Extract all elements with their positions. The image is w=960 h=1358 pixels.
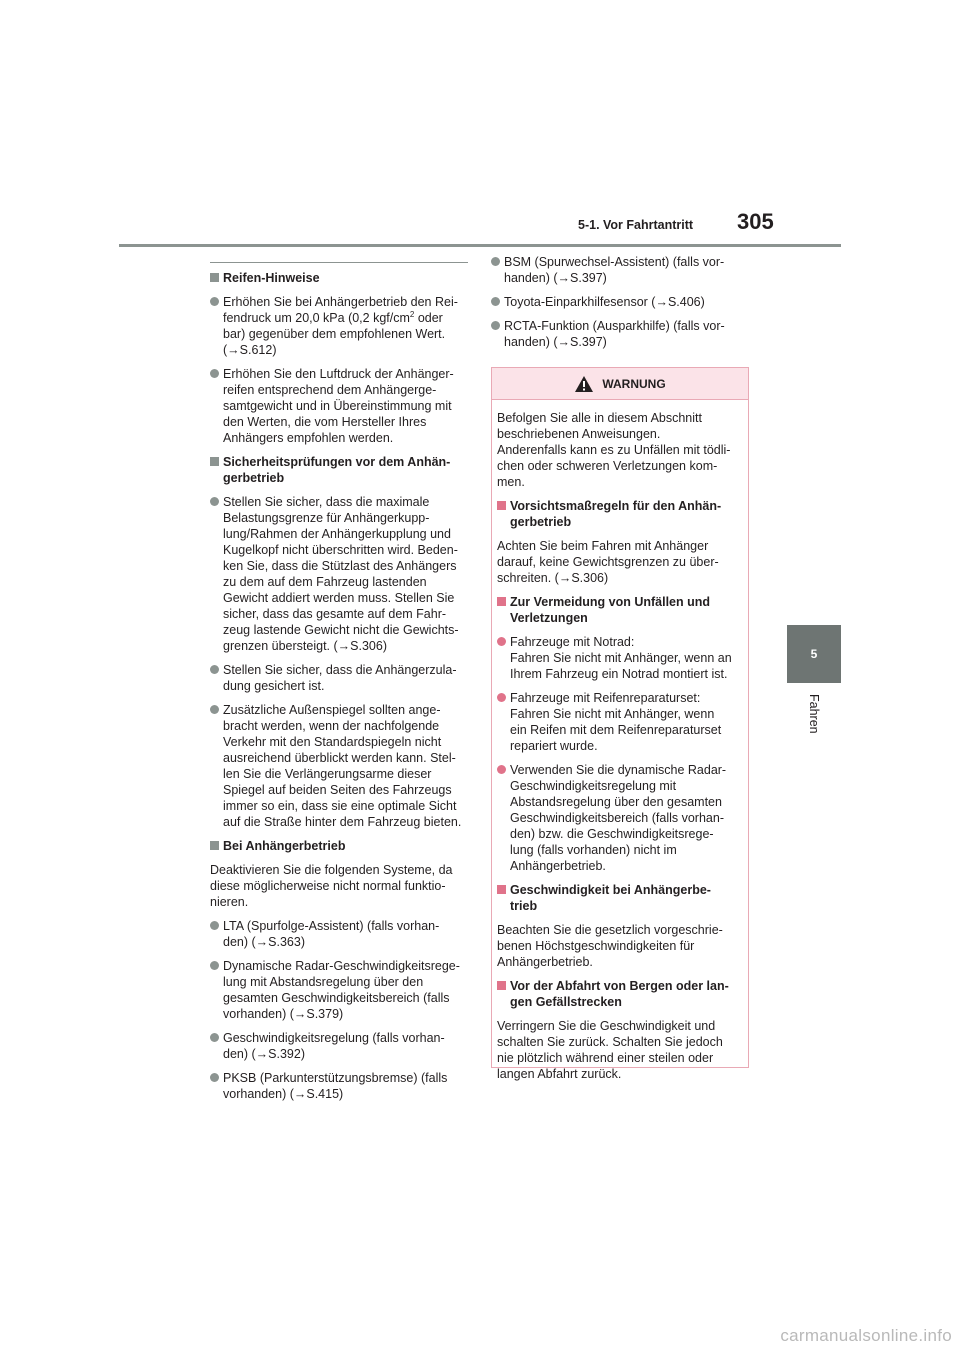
text: Befolgen Sie alle in diesem Abschnitt beschriebenen Anweisungen. Anderenfalls kann es zu Unfällen mit tödli- chen oder schweren Verletzungen kom- men. — [497, 411, 731, 489]
circle-bullet-icon — [210, 497, 219, 506]
circle-bullet-icon — [497, 637, 506, 646]
square-bullet-icon — [497, 597, 506, 606]
text: Deaktivieren Sie die folgenden Systeme, da diese möglicherweise nicht normal funktio- nieren. — [210, 863, 453, 909]
square-bullet-icon — [210, 273, 219, 282]
text: Zur Vermeidung von Unfällen und Verletzungen — [510, 595, 711, 625]
bullet-item — [210, 294, 468, 358]
header-rule — [119, 244, 841, 247]
text: Geschwindigkeit bei Anhängerbe- trieb — [510, 883, 711, 913]
circle-bullet-icon — [491, 297, 500, 306]
paragraph — [497, 922, 743, 970]
page-number: 305 — [737, 209, 774, 234]
circle-bullet-icon — [210, 961, 219, 970]
circle-bullet-icon — [497, 765, 506, 774]
bullet-item — [210, 366, 468, 446]
bullet-item — [497, 634, 743, 682]
chapter-label-container — [787, 694, 841, 734]
paragraph — [497, 1018, 743, 1082]
text: Achten Sie beim Fahren mit Anhänger darauf, keine Gewichtsgrenzen zu über- schreiten. (→S.306) — [497, 539, 719, 585]
bullet-item — [210, 1070, 468, 1102]
text: Toyota-Einparkhilfesensor (→S.406) — [504, 295, 705, 309]
right-column — [491, 254, 751, 358]
text: Vor der Abfahrt von Bergen oder lan- gen Gefällstrecken — [510, 979, 729, 1009]
circle-bullet-icon — [210, 297, 219, 306]
circle-bullet-icon — [210, 1033, 219, 1042]
text: Verwenden Sie die dynamische Radar- Geschwindigkeitsregelung mit Abstandsregelung über den gesamten Geschwindigkeitsbereich (falls vorhan- den) bzw. die Geschwindigkeitsrege- lung (falls vorhanden) nicht im Anhängerbetrieb. — [510, 763, 727, 873]
text: Sicherheitsprüfungen vor dem Anhän- gerbetrieb — [223, 455, 451, 485]
text: Geschwindigkeitsregelung (falls vorhan- den) (→S.392) — [223, 1031, 445, 1061]
circle-bullet-icon — [210, 921, 219, 930]
circle-bullet-icon — [210, 665, 219, 674]
section-heading — [210, 454, 468, 486]
bullet-item — [210, 494, 468, 654]
text: Fahrzeuge mit Notrad: Fahren Sie nicht mit Anhänger, wenn an Ihrem Fahrzeug ein Notrad montiert ist. — [510, 635, 732, 681]
circle-bullet-icon — [491, 257, 500, 266]
paragraph — [497, 538, 743, 586]
text: Erhöhen Sie den Luftdruck der Anhänger- reifen entsprechend dem Anhängerge- samtgewicht und in Übereinstimmung mit den Werten, die vom Hersteller Ihres Anhängers empfohlen werden. — [223, 367, 454, 445]
warning-title: WARNUNG — [602, 376, 666, 391]
text: Dynamische Radar-Geschwindigkeitsrege- lung mit Abstandsregelung über den gesamten Geschwindigkeitsbereich (falls vorhanden) (→S.379) — [223, 959, 460, 1021]
text: Vorsichtsmaßregeln für den Anhän- gerbetrieb — [510, 499, 722, 529]
text: PKSB (Parkunterstützungsbremse) (falls vorhanden) (→S.415) — [223, 1071, 448, 1101]
section-heading — [497, 978, 743, 1010]
text: Stellen Sie sicher, dass die Anhängerzula- dung gesichert ist. — [223, 663, 457, 693]
text: BSM (Spurwechsel-Assistent) (falls vor- handen) (→S.397) — [504, 255, 725, 285]
text: Beachten Sie die gesetzlich vorgeschrie- benen Höchstgeschwindigkeiten für Anhängerbetrieb. — [497, 923, 723, 969]
section-title: 5-1. Vor Fahrtantritt — [578, 218, 694, 232]
square-bullet-icon — [497, 885, 506, 894]
square-bullet-icon — [497, 501, 506, 510]
bullet-item — [210, 918, 468, 950]
bullet-item — [210, 958, 468, 1022]
text: Stellen Sie sicher, dass die maximale Belastungsgrenze für Anhängerkupp- lung/Rahmen der Anhängerkupplung und Kugelkopf nicht überschritten wird. Beden- ken Sie, dass die Stützlast des Anhängers zu dem auf dem Fahrzeug lastenden Gewicht addiert werden muss. Stellen Sie sicher, dass das gesamte auf dem Fahr- zeug lastende Gewicht nicht die Gewichts- grenzen übersteigt. (→S.306) — [223, 495, 459, 653]
watermark: carmanualsonline.info — [780, 1326, 952, 1345]
superscript: 2 — [409, 309, 415, 319]
paragraph — [210, 862, 468, 910]
section-heading — [497, 594, 743, 626]
square-bullet-icon — [497, 981, 506, 990]
text: Erhöhen Sie bei Anhängerbetrieb den Rei- fendruck um 20,0 kPa (0,2 kgf/$cm^2$ oder bar) gegenüber dem empfohlenen Wert. (→S.612) — [223, 295, 458, 357]
text: RCTA-Funktion (Ausparkhilfe) (falls vor- handen) (→S.397) — [504, 319, 725, 349]
bullet-item — [491, 318, 751, 350]
warning-body — [492, 400, 748, 1082]
chapter-tab — [787, 625, 841, 683]
bullet-item — [210, 662, 468, 694]
section-heading — [497, 498, 743, 530]
bullet-item — [210, 702, 468, 830]
text: Zusätzliche Außenspiegel sollten ange- bracht werden, wenn der nachfolgende Verkehr mit den Standardspiegeln nicht ausreichend überblickt werden kann. Stel- len Sie die Verlängerungsarme dieser Spiegel auf beiden Seiten des Fahrzeugs immer so ein, dass sie eine optimale Sicht auf die Straße hinter dem Fahrzeug bieten. — [223, 703, 462, 829]
circle-bullet-icon — [210, 1073, 219, 1082]
circle-bullet-icon — [210, 705, 219, 714]
bullet-item — [497, 762, 743, 874]
chapter-label: Fahren — [807, 694, 821, 734]
circle-bullet-icon — [210, 369, 219, 378]
text: Bei Anhängerbetrieb — [223, 839, 346, 853]
text: Reifen-Hinweise — [223, 271, 320, 285]
warning-triangle-icon — [574, 375, 594, 393]
bullet-item — [497, 690, 743, 754]
bullet-item — [491, 254, 751, 286]
text: Fahrzeuge mit Reifenreparaturset: Fahren Sie nicht mit Anhänger, wenn ein Reifen mit dem Reifenreparaturset repariert wurde. — [510, 691, 722, 753]
chapter-number: 5 — [810, 647, 818, 661]
text: Verringern Sie die Geschwindigkeit und schalten Sie zurück. Schalten Sie jedoch nie plötzlich während einer steilen oder langen Abfahrt zurück. — [497, 1019, 723, 1081]
left-column — [210, 262, 468, 1110]
section-heading — [497, 882, 743, 914]
warning-box — [491, 367, 749, 1081]
bullet-item — [491, 294, 751, 310]
paragraph — [497, 410, 743, 490]
text: LTA (Spurfolge-Assistent) (falls vorhan- den) (→S.363) — [223, 919, 440, 949]
circle-bullet-icon — [497, 693, 506, 702]
square-bullet-icon — [210, 841, 219, 850]
circle-bullet-icon — [491, 321, 500, 330]
warning-header — [492, 368, 748, 400]
bullet-item — [210, 1030, 468, 1062]
section-heading — [210, 838, 468, 854]
square-bullet-icon — [210, 457, 219, 466]
section-heading — [210, 270, 468, 286]
